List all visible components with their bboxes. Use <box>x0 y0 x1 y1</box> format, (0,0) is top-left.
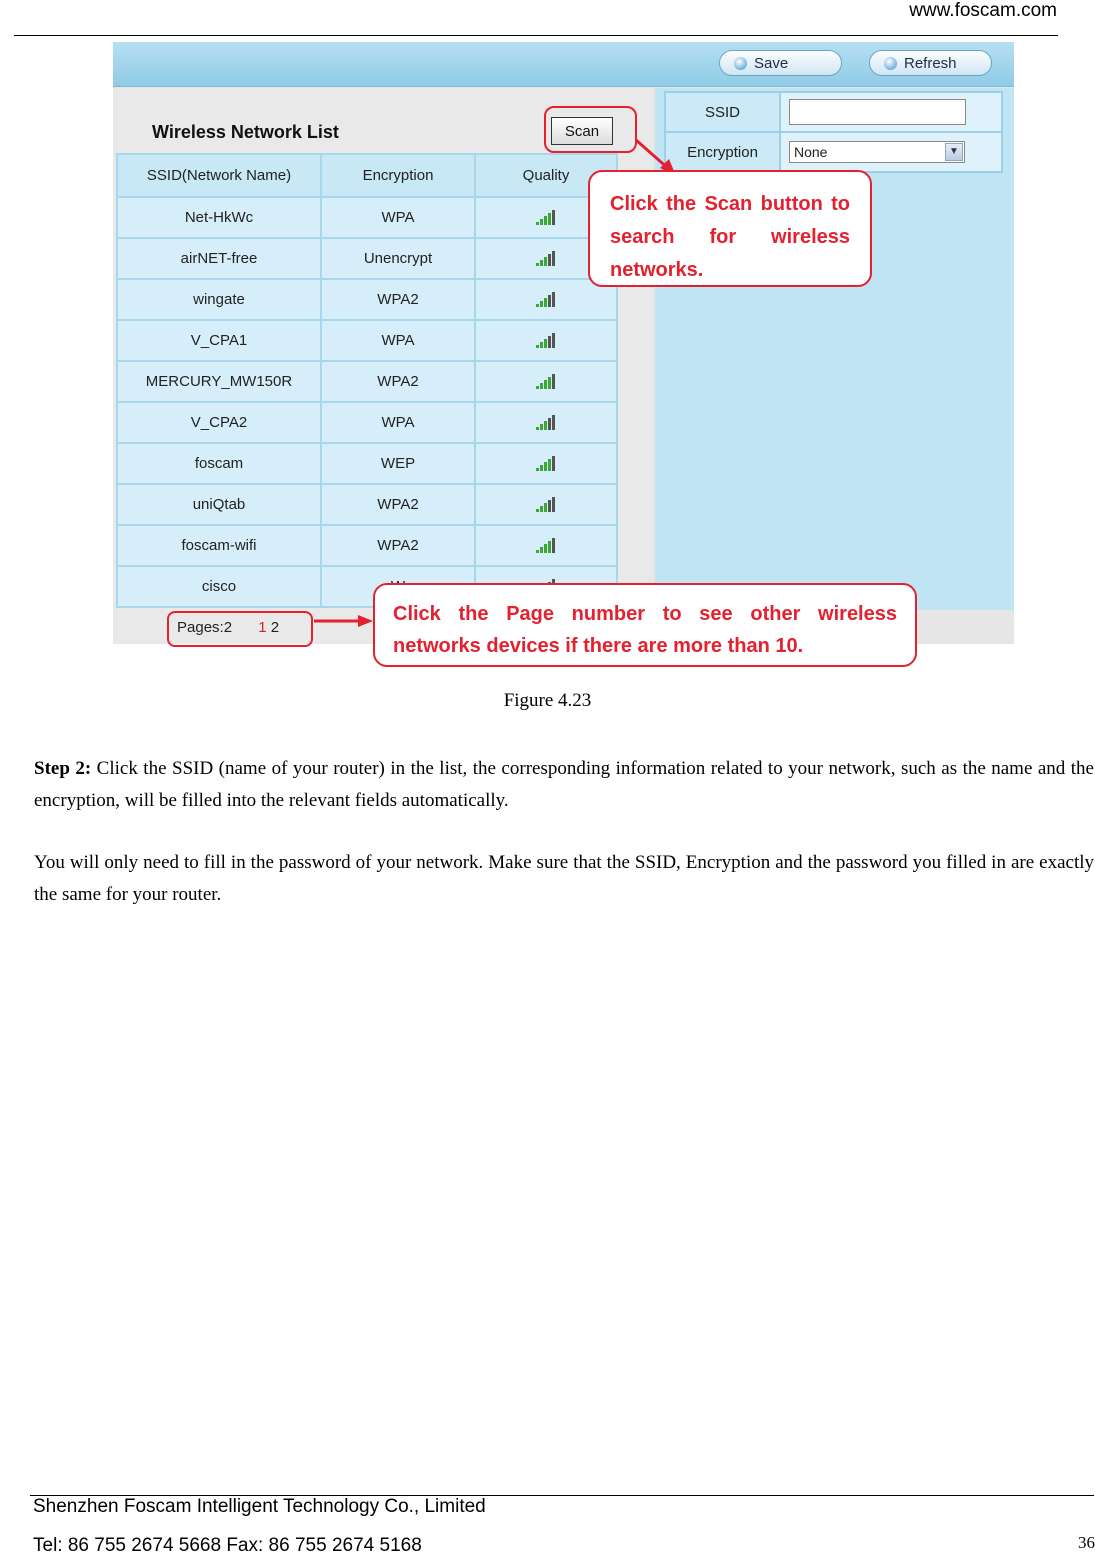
encryption-cell: Unencrypt <box>321 238 475 279</box>
signal-icon <box>534 251 558 267</box>
signal-bar <box>548 295 551 307</box>
signal-icon <box>534 415 558 431</box>
step-label: Step 2: <box>34 758 92 779</box>
signal-bar <box>552 497 555 512</box>
signal-bar <box>552 251 555 266</box>
figure-caption: Figure 4.23 <box>503 690 592 711</box>
quality-cell <box>475 320 617 361</box>
table-row[interactable] <box>117 320 617 361</box>
signal-bar <box>552 374 555 389</box>
wireless-settings-form <box>664 91 1003 173</box>
scan-highlight <box>544 106 637 153</box>
signal-bar <box>540 219 543 225</box>
signal-bar <box>552 456 555 471</box>
signal-bar <box>544 298 547 307</box>
ssid-label: SSID <box>665 92 780 132</box>
list-title: Wireless Network List <box>152 122 339 142</box>
ssid-cell[interactable]: V_CPA1 <box>117 320 321 361</box>
signal-bar <box>548 459 551 471</box>
signal-bar <box>544 257 547 266</box>
signal-bar <box>536 222 539 225</box>
signal-bar <box>552 333 555 348</box>
signal-icon <box>534 538 558 554</box>
step-2-paragraph <box>34 753 1094 817</box>
save-icon <box>734 57 747 70</box>
encryption-cell: WPA <box>321 197 475 238</box>
header-rule <box>14 35 1058 36</box>
signal-bar <box>536 386 539 389</box>
refresh-label: Refresh <box>904 54 957 72</box>
signal-bar <box>544 380 547 389</box>
encryption-cell: WPA2 <box>321 525 475 566</box>
col-ssid: SSID(Network Name) <box>117 154 321 197</box>
refresh-icon <box>884 57 897 70</box>
toolbar <box>113 42 1014 87</box>
signal-bar <box>540 301 543 307</box>
encryption-cell: WPA2 <box>321 361 475 402</box>
signal-bar <box>552 538 555 553</box>
quality-cell <box>475 484 617 525</box>
quality-cell <box>475 525 617 566</box>
table-row[interactable] <box>117 238 617 279</box>
signal-bar <box>536 263 539 266</box>
signal-bar <box>540 383 543 389</box>
signal-icon <box>534 497 558 513</box>
chevron-down-icon[interactable]: ▼ <box>945 143 963 161</box>
signal-bar <box>548 336 551 348</box>
footer-contact: Tel: 86 755 2674 5668 Fax: 86 755 2674 5168 <box>33 1535 422 1556</box>
encryption-cell: WPA <box>321 402 475 443</box>
table-row[interactable] <box>117 443 617 484</box>
ssid-cell[interactable]: foscam-wifi <box>117 525 321 566</box>
table-row[interactable] <box>117 361 617 402</box>
signal-bar <box>544 462 547 471</box>
signal-bar <box>536 509 539 512</box>
signal-icon <box>534 292 558 308</box>
signal-bar <box>536 345 539 348</box>
signal-bar <box>536 427 539 430</box>
network-table <box>116 153 618 608</box>
save-label: Save <box>754 54 789 72</box>
signal-bar <box>548 541 551 553</box>
table-row[interactable] <box>117 484 617 525</box>
signal-bar <box>540 260 543 266</box>
ssid-cell[interactable]: airNET-free <box>117 238 321 279</box>
ssid-cell[interactable]: MERCURY_MW150R <box>117 361 321 402</box>
encryption-cell: WEP <box>321 443 475 484</box>
signal-bar <box>540 506 543 512</box>
quality-cell <box>475 402 617 443</box>
table-row[interactable] <box>117 402 617 443</box>
signal-icon <box>534 333 558 349</box>
signal-bar <box>552 210 555 225</box>
col-encryption: Encryption <box>321 154 475 197</box>
footer-company: Shenzhen Foscam Intelligent Technology Co., Limited <box>33 1496 486 1517</box>
signal-bar <box>548 377 551 389</box>
ssid-cell[interactable]: Net-HkWc <box>117 197 321 238</box>
save-button[interactable] <box>719 50 842 76</box>
encryption-select[interactable] <box>789 141 965 163</box>
table-row[interactable] <box>117 525 617 566</box>
signal-bar <box>544 503 547 512</box>
signal-bar <box>544 216 547 225</box>
signal-bar <box>540 547 543 553</box>
scan-button[interactable]: Scan <box>551 117 613 145</box>
signal-bar <box>548 213 551 225</box>
step-text: Click the SSID (name of your router) in the list, the corresponding information related to your network, such as the name and the encryption, will be filled into the relevant fields automatically. <box>34 758 1094 811</box>
signal-icon <box>534 210 558 226</box>
encryption-cell: WPA2 <box>321 279 475 320</box>
quality-cell <box>475 361 617 402</box>
signal-bar <box>552 292 555 307</box>
page-link-2[interactable]: 2 <box>270 619 280 636</box>
signal-bar <box>548 418 551 430</box>
encryption-label: Encryption <box>665 132 780 172</box>
signal-bar <box>540 465 543 471</box>
signal-bar <box>552 415 555 430</box>
page-link-1[interactable]: 1 <box>258 619 267 636</box>
refresh-button[interactable] <box>869 50 992 76</box>
signal-icon <box>534 456 558 472</box>
col-quality: Quality <box>475 154 617 197</box>
ssid-cell[interactable]: uniQtab <box>117 484 321 525</box>
pages-highlight <box>167 611 313 647</box>
header-url[interactable]: www.foscam.com <box>909 0 1057 21</box>
encryption-value: None <box>794 144 828 160</box>
signal-bar <box>540 342 543 348</box>
ssid-cell[interactable]: foscam <box>117 443 321 484</box>
signal-icon <box>534 374 558 390</box>
pages-label: Pages:2 <box>177 619 233 636</box>
signal-bar <box>544 544 547 553</box>
encryption-cell: WPA2 <box>321 484 475 525</box>
password-paragraph: You will only need to fill in the password of your network. Make sure that the SSID, Encryption and the password you filled in are exactly the same for your router. <box>34 852 1094 905</box>
table-row[interactable] <box>117 197 617 238</box>
signal-bar <box>540 424 543 430</box>
signal-bar <box>544 339 547 348</box>
ssid-input[interactable] <box>789 99 966 125</box>
signal-bar <box>536 550 539 553</box>
signal-bar <box>544 421 547 430</box>
signal-bar <box>548 254 551 266</box>
quality-cell <box>475 443 617 484</box>
signal-bar <box>548 500 551 512</box>
encryption-cell: WPA <box>321 320 475 361</box>
ssid-cell[interactable]: wingate <box>117 279 321 320</box>
signal-bar <box>536 468 539 471</box>
callout-scan: Click the Scan button to search for wireless networks. <box>588 170 872 287</box>
signal-bar <box>536 304 539 307</box>
table-row[interactable] <box>117 279 617 320</box>
page-number: 36 <box>1078 1533 1095 1552</box>
callout-pages: Click the Page number to see other wireless networks devices if there are more than 10. <box>373 583 917 667</box>
ssid-cell[interactable]: cisco <box>117 566 321 607</box>
ssid-cell[interactable]: V_CPA2 <box>117 402 321 443</box>
